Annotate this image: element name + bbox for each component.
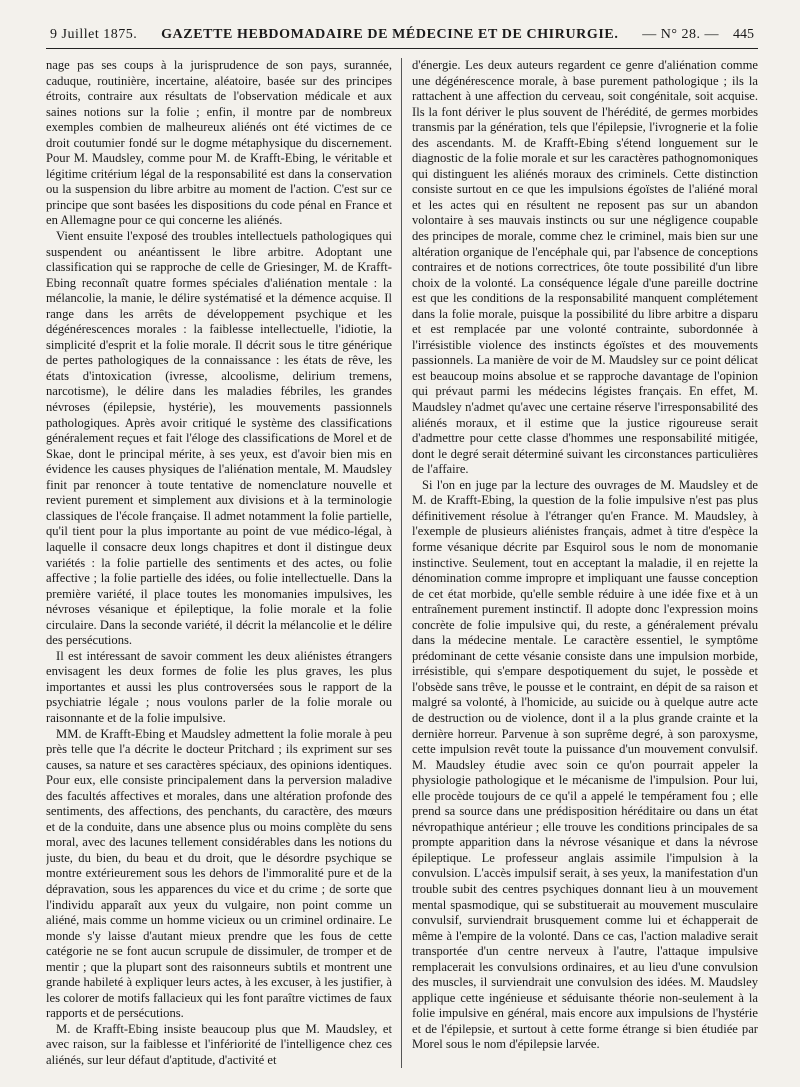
issue-date: 9 Juillet 1875. [50, 27, 138, 42]
left-column [46, 58, 392, 1070]
right-column [412, 58, 758, 1070]
issue-number: — N° 28. — [642, 27, 719, 42]
article-body [46, 58, 758, 1070]
paragraph: Si l'on en juge par la lecture des ouvrages de M. Maudsley et de M. de Krafft-Ebing, la question de la folie impulsive n'est pas plus définitivement résolue à l'étranger qu'en France. M. Maudsley, à l'exemple de plusieurs aliénistes français, admet à titre d'espèce la forme vésanique décrite par Esquirol sous le nom de monomanie instinctive. Seulement, tout en acceptant la maladie, il en rejette la dénomination comme impropre et impliquant une fausse conception de cet état morbide, qu'elle semble réduire à une idée fixe et à un entraînement purement instinctif. Il adopte donc l'expression moins concrète de folie impulsive qui, du reste, a généralement prévalu dans la médecine mentale. Le caractère essentiel, le symptôme prédominant de cette vésanie consiste dans une impulsion morbide, irrésistible, qui s'empare despotiquement du sujet, le possède et l'obsède sans trêve, le pousse et le contraint, en dépit de sa raison et malgré sa volonté, à l'homicide, au suicide ou à quelque autre acte de destruction ou de violence, dont il a la plus grande crainte et la dernière horreur. Parvenue à son suprême degré, à son paroxysme, cette impulsion revêt toute la puissance d'un mouvement convulsif. M. Maudsley étudie avec soin ce qu'on pourrait appeler la physiologie pathologique et le mécanisme de l'impulsion. Pour lui, elle procède toujours de ce qu'il a appelé le tempérament fou ; elle prend sa source dans une prédisposition héréditaire ou dans un état névropathique antérieur ; elle trouve les conditions principales de sa prompte apparition dans la névrose vésanique et dans la névrose épileptique. Le professeur anglais assimile l'impulsion à la convulsion. L'accès impulsif serait, à ses yeux, la manifestation d'un trouble subit des centres psychiques donnant lieu à un mouvement mental spasmodique, qui se substituerait au mouvement musculaire convulsif, surviendrait brusquement comme lui et échapperait de même à l'empire de la volonté. Dans ce cas, l'action maladive serait transportée d'un centre nerveux à l'autre, l'attaque impulsive remplacerait les convulsions ordinaires, et au lieu d'une convulsion des muscles, il surviendrait une convulsion des idées. M. Maudsley applique cette ingénieuse et séduisante théorie non-seulement à la folie impulsive en général, mais encore aux impulsions de l'hystérie et de l'épilepsie, et surtout à cette forme étrange si bien étudiée par Morel sous le nom d'épilepsie larvée. [412, 477, 758, 1052]
paragraph: Il est intéressant de savoir comment les deux aliénistes étrangers envisagent les deux formes de folie les plus graves, les plus importantes et aussi les plus controversées sous le rapport de la psychiatrie légale ; nous voulons parler de la folie morale ou raisonnante et de la folie impulsive. [46, 648, 392, 725]
column-divider [401, 58, 402, 1068]
paragraph: nage pas ses coups à la jurisprudence de son pays, surannée, caduque, routinière, incertaine, aléatoire, basée sur des principes étroits, contraire aux résultats de l'observation médicale et aux saines notions sur la folie ; enfin, il montre par de nombreux exemples combien de malheureux aliénés ont été victimes de ce droit coutumier fondé sur le dogme métaphysique du discernement. Pour M. Maudsley, comme pour M. de Krafft-Ebing, le véritable et légitime critérium légal de la responsabilité est dans la conservation ou la suspension du libre arbitre au moment de l'action. C'est sur ce principe que sont basées les dispositions du code pénal en France et en Allemagne pour ce qui concerne les aliénés. [46, 58, 392, 228]
paragraph: Vient ensuite l'exposé des troubles intellectuels pathologiques qui suspendent ou anéantissent le libre arbitre. Adoptant une classification qui se rapproche de celle de Griesinger, M. de Krafft-Ebing reconnaît quatre formes spéciales d'aliénation mentale : la mélancolie, la manie, le délire systématisé et la démence acquise. Il range dans les arrêts de développement psychique et les dégénérescences morales : la faiblesse intellectuelle, l'idiotie, la simplicité d'esprit et la folie morale. Il décrit sous le titre générique de pertes pathologiques de la connaissance : les états de rêve, les états d'intoxication (ivresse, alcoolisme, delirium tremens, narcotisme), le délire dans les maladies fébriles, les grandes névroses (épilepsie, hystérie), les mouvements passionnels pathologiques. Après avoir critiqué le système des classifications généralement reçues et fait l'éloge des classifications de Morel et de Skae, dont le principal mérite, à ses yeux, est d'avoir bien mis en évidence les causes physiques de l'aliénation mentale, M. Maudsley finit par renoncer à toute tentative de nomenclature nouvelle et revient purement et simplement aux divisions et à la terminologie classiques de l'école française. Il admet notamment la folie partielle, qu'il tient pour la plus importante au point de vue médico-légal, à laquelle il consacre deux longs chapitres et dont il distingue deux variétés : la folie partielle des sentiments et des actes, ou folie affective ; la folie partielle des idées, ou folie intellectuelle. Dans la première variété, il place toutes les monomanies impulsives, les névroses vésanique et épileptique, la folie morale et la folie circulaire. Dans la seconde variété, il décrit la mélancolie et le délire des persécutions. [46, 229, 392, 648]
issue-and-page [642, 27, 754, 43]
journal-page [46, 22, 758, 1072]
paragraph: MM. de Krafft-Ebing et Maudsley admettent la folie morale à peu près telle que l'a décrite le docteur Pritchard ; ils expriment sur ses causes, sa nature et ses caractères spéciaux, des opinions identiques. Pour eux, elle consiste principalement dans la perversion maladive des facultés affectives et morales, dans une altération profonde des sentiments, des affections, des penchants, du caractère, des mœurs et de la conduite, dans une absence plus ou moins complète du sens moral, avec des lacunes tellement considérables dans les notions du juste, du bien, du beau et du droit, que le désordre psychique se montre extérieurement sous les dehors de l'immoralité pure et de la dépravation, sous les apparences du vice et du crime ; de sorte que l'individu apparaît aux yeux du vulgaire, non point comme un aliéné, mais comme un homme vicieux ou un criminel ordinaire. Le monde s'y laisse d'autant mieux prendre que les fous de cette catégorie ne se font aucun scrupule de dissimuler, de tromper et de mentir ; que la plupart sont des raisonneurs subtils et montrent une grande habileté à expliquer leurs actes, à les excuser, à les justifier, à les colorer de motifs fallacieux qui les font paraître victimes de faux rapports et de persécutions. [46, 726, 392, 1021]
running-header [46, 22, 758, 49]
paragraph: d'énergie. Les deux auteurs regardent ce genre d'aliénation comme une dégénérescence morale, à base purement pathologique ; ils la rattachent à une affection du cerveau, soit congénitale, soit acquise. Ils la font dériver le plus souvent de l'hérédité, de germes morbides transmis par la génération, tels que l'épilepsie, l'ivrognerie et la folie des ascendants. M. de Krafft-Ebing s'étend longuement sur le diagnostic de la folie morale et sur les caractères pathognomoniques qui distinguent les aliénés moraux des criminels. Cette distinction consiste surtout en ce que les impulsions égoïstes de l'aliéné moral et les actes qui en résultent ne reposent pas sur un abandon volontaire à ses mauvais instincts ou sur une négligence coupable des principes de morale, comme chez le criminel, mais bien sur une altération organique de l'encéphale qui, par l'absence de conceptions contraires et de notions correctrices, ôte toute possibilité d'un libre choix de la volonté. La conséquence légale d'une pareille doctrine est que les conditions de la responsabilité manquent complétement dans la folie morale, puisque la possibilité du libre arbitre a disparu et est remplacée par une volonté contrainte, subordonnée à l'irrésistible violence des instincts égoïstes et des mouvements passionnels. La manière de voir de M. Maudsley sur ce point délicat est beaucoup moins absolue et se rapproche davantage de l'opinion qui prévaut parmi les médecins légistes français. En effet, M. Maudsley n'admet qu'avec une certaine réserve l'irresponsabilité des aliénés moraux, et il estime que la justice rigoureuse serait d'admettre pour cette classe d'hommes une responsabilité mitigée, dont le degré serait déterminé suivant les circonstances particulières de l'affaire. [412, 58, 758, 477]
journal-title: GAZETTE HEBDOMADAIRE DE MÉDECINE ET DE CHIRURGIE. [161, 27, 619, 42]
paragraph: M. de Krafft-Ebing insiste beaucoup plus que M. Maudsley, et avec raison, sur la faiblesse et l'infériorité de l'intelligence chez ces aliénés, sur leur défaut d'aptitude, d'activité et [46, 1021, 392, 1067]
page-number: 445 [733, 27, 754, 42]
